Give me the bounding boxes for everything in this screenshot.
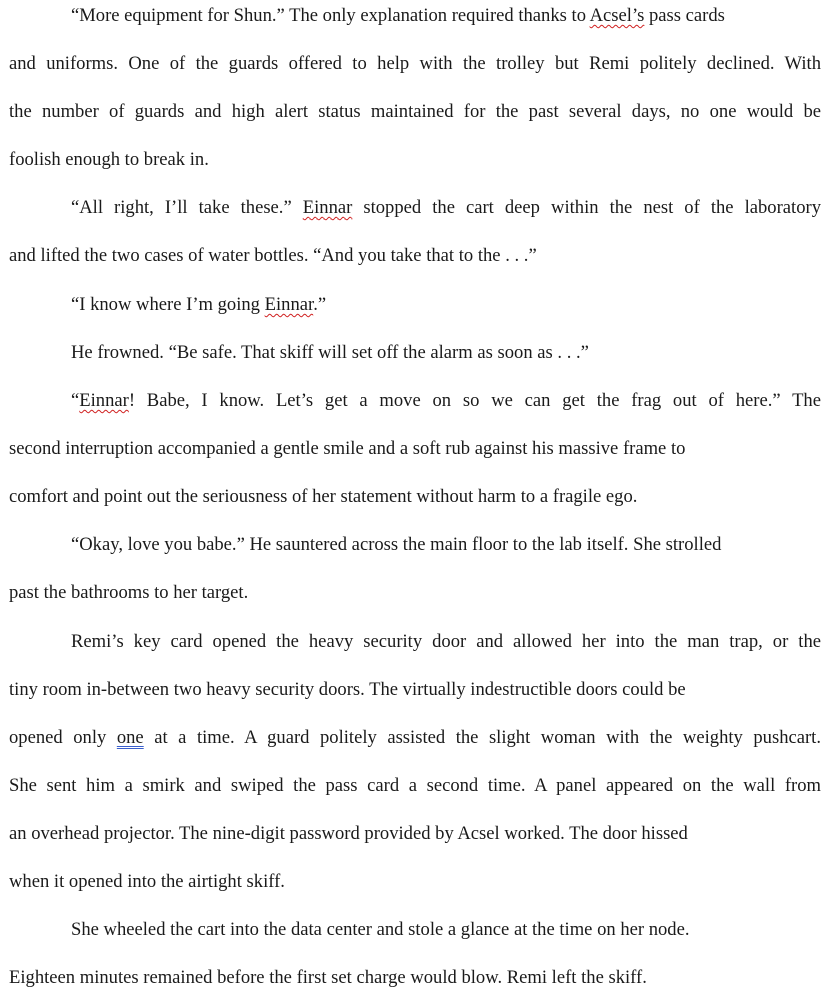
text-line xyxy=(71,199,821,218)
text-run: “ xyxy=(71,390,80,411)
text-line xyxy=(9,440,685,459)
text-line xyxy=(9,777,821,796)
text-run: Remi’s key card opened the heavy security door and allowed her into the man trap, or the xyxy=(71,631,821,652)
spelling-error-word[interactable]: Einnar xyxy=(264,294,314,315)
text-run: “More equipment for Shun.” The only explanation required thanks to xyxy=(71,5,590,26)
text-run: He frowned. “Be safe. That skiff will set off the alarm as soon as . . .” xyxy=(71,342,589,363)
text-run: opened only xyxy=(9,727,117,748)
text-run: at a time. A guard politely assisted the slight woman with the weighty pushcart. xyxy=(143,727,822,748)
text-run: when it opened into the airtight skiff. xyxy=(9,871,285,892)
text-line xyxy=(9,151,209,170)
text-line xyxy=(9,247,537,266)
text-line xyxy=(71,392,821,411)
text-line xyxy=(9,584,248,603)
text-line xyxy=(71,921,690,940)
text-run: She sent him a smirk and swiped the pass card a second time. A panel appeared on the wall from xyxy=(9,775,821,796)
text-run: an overhead projector. The nine-digit password provided by Acsel worked. The door hissed xyxy=(9,823,688,844)
spelling-error-word[interactable]: Einnar xyxy=(79,390,129,411)
text-run: pass cards xyxy=(644,5,725,26)
spelling-error-word[interactable]: Einnar xyxy=(302,197,353,218)
text-line xyxy=(9,729,821,748)
text-line xyxy=(71,536,721,555)
text-run: “All right, I’ll take these.” xyxy=(71,197,303,218)
text-run: and uniforms. One of the guards offered to help with the trolley but Remi politely declined. With xyxy=(9,53,821,74)
text-line xyxy=(9,103,821,122)
text-run: She wheeled the cart into the data center and stole a glance at the time on her node. xyxy=(71,919,690,940)
text-run: comfort and point out the seriousness of her statement without harm to a fragile ego. xyxy=(9,486,638,507)
text-run: the number of guards and high alert status maintained for the past several days, no one would be xyxy=(9,101,821,122)
text-line xyxy=(9,488,637,507)
text-line xyxy=(9,681,686,700)
text-line xyxy=(9,873,285,892)
text-run: ! Babe, I know. Let’s get a move on so we can get the frag out of here.” The xyxy=(128,390,821,411)
text-run: tiny room in-between two heavy security doors. The virtually indestructible doors could be xyxy=(9,679,686,700)
text-line xyxy=(71,296,326,315)
text-run: Eighteen minutes remained before the first set charge would blow. Remi left the skiff. xyxy=(9,967,647,988)
spelling-error-word[interactable]: Acsel’s xyxy=(589,5,645,26)
text-line xyxy=(9,969,647,988)
text-run: past the bathrooms to her target. xyxy=(9,582,249,603)
text-line xyxy=(71,344,589,363)
text-run: foolish enough to break in. xyxy=(9,149,209,170)
text-run: and lifted the two cases of water bottles. “And you take that to the . . .” xyxy=(9,245,537,266)
text-line xyxy=(9,825,688,844)
text-run: stopped the cart deep within the nest of the laboratory xyxy=(352,197,821,218)
text-run: “Okay, love you babe.” He sauntered across the main floor to the lab itself. She strolled xyxy=(71,534,722,555)
text-run: second interruption accompanied a gentle smile and a soft rub against his massive frame to xyxy=(9,438,686,459)
text-run: “I know where I’m going xyxy=(71,294,265,315)
text-line xyxy=(71,633,821,652)
grammar-flag-word[interactable]: one xyxy=(116,727,144,748)
text-run: .” xyxy=(313,294,327,315)
text-line xyxy=(9,55,821,74)
text-line xyxy=(71,7,725,26)
